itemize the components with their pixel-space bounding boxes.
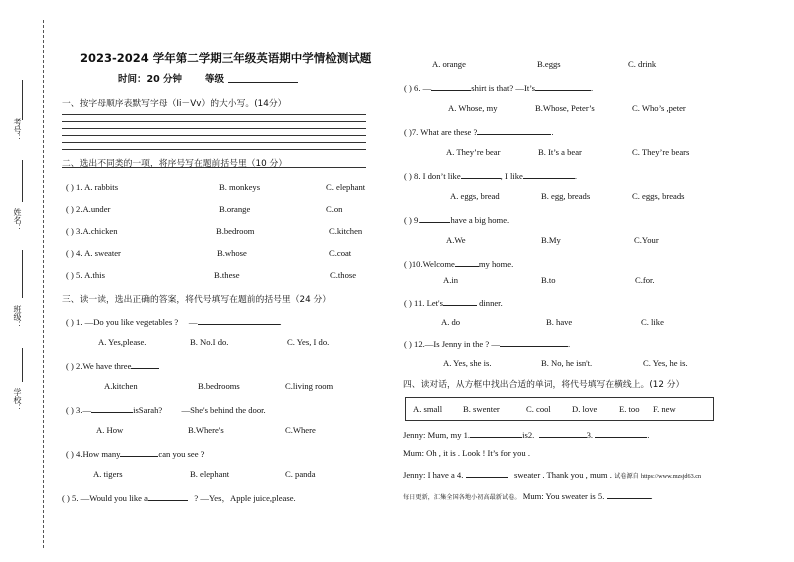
r-q11 — [404, 296, 503, 308]
s3-q3 — [66, 403, 266, 415]
grade-label: 等级 — [205, 74, 225, 85]
s2-q1-c: C. elephant — [326, 182, 366, 192]
answer-blank[interactable] — [477, 125, 551, 135]
dialog-line-3a: Jenny: I have a 4. — [403, 470, 464, 480]
r-q12-b: B. No, he isn't. — [541, 358, 593, 368]
s3-q3-mid: isSarah? — [133, 405, 163, 415]
dialog-line-3b: sweater . Thank you , mum . — [513, 470, 612, 480]
s2-q4-c: C.coat — [329, 248, 352, 258]
s2-q3-c: C.kitchen — [329, 226, 363, 236]
r-q10-end: my home. — [478, 259, 514, 269]
watermark-url: https://www.mzsjd63.cn — [640, 473, 702, 480]
side-label-name: 姓名： — [13, 208, 22, 232]
binding-line — [43, 20, 44, 548]
r-q10-text: ( )10.Welcome — [404, 259, 455, 269]
s2-q2: ( ) 2.A.under — [66, 204, 111, 214]
watermark-text: 试卷源自 — [614, 473, 639, 480]
s3-q3-text: ( ) 3.— — [66, 405, 92, 415]
writing-line — [62, 142, 366, 143]
s2-q2-c: C.on — [326, 204, 343, 214]
s3-q4-b: B. elephant — [190, 469, 230, 479]
s3-q3-b: B.Where's — [188, 425, 224, 435]
dialog-line-1: Jenny: Mum, my 1. is2. 3. . — [403, 430, 650, 440]
r-q8-b: B. egg, breads — [541, 191, 591, 201]
r-q11-end: dinner. — [479, 298, 503, 308]
s2-q4: ( ) 4. A. sweater — [66, 248, 121, 258]
r-q8: ( ) 8. I don’t like , I like . — [404, 171, 578, 181]
r-q7-c: C. They’re bears — [632, 147, 690, 157]
page-title: 2023-2024 学年第二学期三年级英语期中学情检测试题 — [80, 51, 372, 65]
writing-line — [62, 149, 366, 150]
s3-q3-c: C.Where — [285, 425, 316, 435]
writing-line — [62, 135, 366, 136]
side-label-class: 班级： — [13, 305, 22, 329]
answer-blank[interactable] — [91, 403, 133, 413]
s3-q3-a: A. How — [96, 425, 124, 435]
r-q6-c: C. Who’s ,peter — [632, 103, 686, 113]
s3-q2-a: A.kitchen — [104, 381, 138, 391]
r-q6-mid: shirt is that? —It’s — [471, 83, 535, 93]
r-q8-mid: , I like — [500, 171, 523, 181]
section3-heading: 三、读一读，选出正确的答案，将代号填写在题前的括号里（24 分） — [62, 295, 332, 305]
side-label-num: 考号： — [13, 118, 22, 142]
s3-q5 — [62, 491, 296, 504]
s3-q3-end: —She's behind the door. — [181, 405, 266, 415]
s2-q1-b: B. monkeys — [219, 182, 261, 192]
answer-blank[interactable] — [466, 468, 508, 478]
writing-line — [62, 121, 366, 122]
word-option-f: F. new — [653, 404, 676, 414]
word-option-e: E. too — [619, 404, 640, 414]
s3-q2-text: ( ) 2.We have three — [66, 361, 132, 371]
r-q11-c: C. like — [641, 317, 664, 327]
s2-q4-b: B.whose — [217, 248, 247, 258]
answer-blank[interactable] — [607, 489, 651, 499]
r-q9-a: A.We — [446, 235, 466, 245]
word-option-a: A. small — [413, 404, 443, 414]
s3-q4-a: A. tigers — [93, 469, 123, 479]
s2-q5: ( ) 5. A.this — [66, 270, 105, 280]
r-q6-text: ( ) 6. — — [404, 83, 432, 93]
answer-blank[interactable] — [455, 257, 479, 267]
r-q9 — [404, 213, 509, 225]
r-q10-b: B.to — [541, 275, 556, 285]
word-option-d: D. love — [572, 404, 598, 414]
word-option-b: B. swenter — [463, 404, 500, 414]
r-q11-text: ( ) 11. Let's — [404, 298, 443, 308]
answer-blank[interactable] — [461, 169, 501, 179]
s3-q4-text: ( ) 4.How many — [66, 449, 121, 459]
r-q10-a: A.in — [443, 275, 459, 285]
r-q7-text: ( )7. What are these ? — [404, 127, 478, 137]
side-blank-class — [22, 250, 23, 298]
s3-q1-b: B. No.I do. — [190, 337, 229, 347]
dialog-line-4: 每日更新，汇集全国各地小初高最新试卷。 Mum: You sweater is 5. . — [403, 491, 653, 501]
r-q7-a: A. They’re bear — [446, 147, 501, 157]
grade-blank[interactable] — [228, 82, 298, 83]
answer-blank[interactable] — [443, 296, 477, 306]
answer-blank[interactable] — [523, 169, 575, 179]
r-q6: ( ) 6. — shirt is that? —It’s . — [404, 83, 594, 93]
r-q11-a: A. do — [441, 317, 461, 327]
answer-blank[interactable] — [595, 428, 647, 438]
s2-q5-b: B.these — [214, 270, 240, 280]
r-q9-c: C.Your — [634, 235, 659, 245]
r-q8-c: C. eggs, breads — [632, 191, 685, 201]
answer-blank[interactable] — [535, 81, 591, 91]
s3-q1-a: A. Yes,please. — [98, 337, 147, 347]
r-q9-end: have a big home. — [450, 215, 510, 225]
s3-q2-c: C.living room — [285, 381, 334, 391]
s2-q1: ( ) 1. A. rabbits — [66, 182, 119, 192]
s3-q4-end: can you see ? — [158, 449, 205, 459]
s3-q5-end: ? —Yes，Apple juice,please. — [194, 493, 296, 503]
r-q10 — [404, 257, 513, 269]
r-q6-b: B.Whose, Peter’s — [535, 103, 595, 113]
s3-q2-b: B.bedrooms — [198, 381, 240, 391]
answer-blank[interactable] — [131, 359, 159, 369]
side-blank-num — [22, 80, 23, 120]
word-option-c: C. cool — [526, 404, 551, 414]
s2-q2-b: B.orange — [219, 204, 251, 214]
r-q7-b: B. It’s a bear — [538, 147, 582, 157]
writing-line — [62, 167, 366, 168]
s3-q4-c: C. panda — [285, 469, 316, 479]
time-label: 时间：20 分钟 — [118, 74, 183, 85]
s3-q1-text: ( ) 1. —Do you like vegetables ? — [66, 317, 179, 327]
answer-blank[interactable] — [470, 428, 522, 438]
s2-q5-c: C.those — [330, 270, 357, 280]
r-q10-c: C.for. — [635, 275, 655, 285]
dialog-line-2: Mum: Oh , it is . Look ! It’s for you . — [403, 448, 530, 458]
s3-q5-text: ( ) 5. —Would you like a — [62, 493, 148, 503]
writing-line — [62, 114, 366, 115]
answer-blank[interactable] — [431, 81, 471, 91]
s2-q3-b: B.bedroom — [216, 226, 255, 236]
r5-b: B.eggs — [537, 59, 561, 69]
r5-c: C. drink — [628, 59, 657, 69]
s3-q1-c: C. Yes, I do. — [287, 337, 330, 347]
r-q12: ( ) 12.—Is Jenny in the ? — . — [404, 339, 571, 349]
r-q7: ( )7. What are these ? . — [404, 127, 554, 137]
section1-heading: 一、按字母顺序表默写字母（Ii－Vv）的大小写。(14分） — [62, 99, 287, 109]
watermark-note: 每日更新，汇集全国各地小初高最新试卷。 — [403, 494, 521, 501]
dialog-line-1a: Jenny: Mum, my 1. — [403, 430, 471, 440]
dialog-line-4b: Mum: You sweater is 5. — [522, 491, 605, 501]
side-blank-name — [22, 160, 23, 202]
dialog-line-1b: is2. — [522, 430, 535, 440]
answer-blank[interactable] — [420, 213, 450, 223]
side-label-school: 学校： — [13, 388, 22, 412]
r-q8-text: ( ) 8. I don’t like — [404, 171, 461, 181]
s3-q1: ( ) 1. —Do you like vegetables ? — . — [66, 317, 282, 327]
answer-blank[interactable] — [120, 447, 158, 457]
answer-blank[interactable] — [500, 337, 568, 347]
r-q9-text: ( ) 9. — [404, 215, 421, 225]
section2-heading: 二、选出不同类的一项，将序号写在题前括号里（10 分） — [62, 159, 288, 169]
answer-blank[interactable] — [539, 428, 587, 438]
s3-q2 — [66, 359, 159, 371]
r-q6-a: A. Whose, my — [448, 103, 498, 113]
r-q8-a: A. eggs, bread — [450, 191, 500, 201]
r-q12-a: A. Yes, she is. — [443, 358, 492, 368]
dialog-line-3 — [403, 468, 701, 480]
r-q12-c: C. Yes, he is. — [643, 358, 688, 368]
r-q12-text: ( ) 12.—Is Jenny in the ? — — [404, 339, 500, 349]
answer-blank[interactable] — [148, 491, 188, 501]
dialog-line-1c: 3. — [586, 430, 594, 440]
writing-line — [62, 128, 366, 129]
s3-q4 — [66, 447, 204, 459]
s2-q3: ( ) 3.A.chicken — [66, 226, 118, 236]
side-blank-school — [22, 348, 23, 382]
r-q11-b: B. have — [546, 317, 573, 327]
r5-a: A. orange — [432, 59, 466, 69]
r-q9-b: B.My — [541, 235, 561, 245]
answer-blank[interactable] — [198, 315, 280, 325]
section4-heading: 四、读对话，从方框中找出合适的单词，将代号填写在横线上。(12 分） — [403, 380, 685, 390]
